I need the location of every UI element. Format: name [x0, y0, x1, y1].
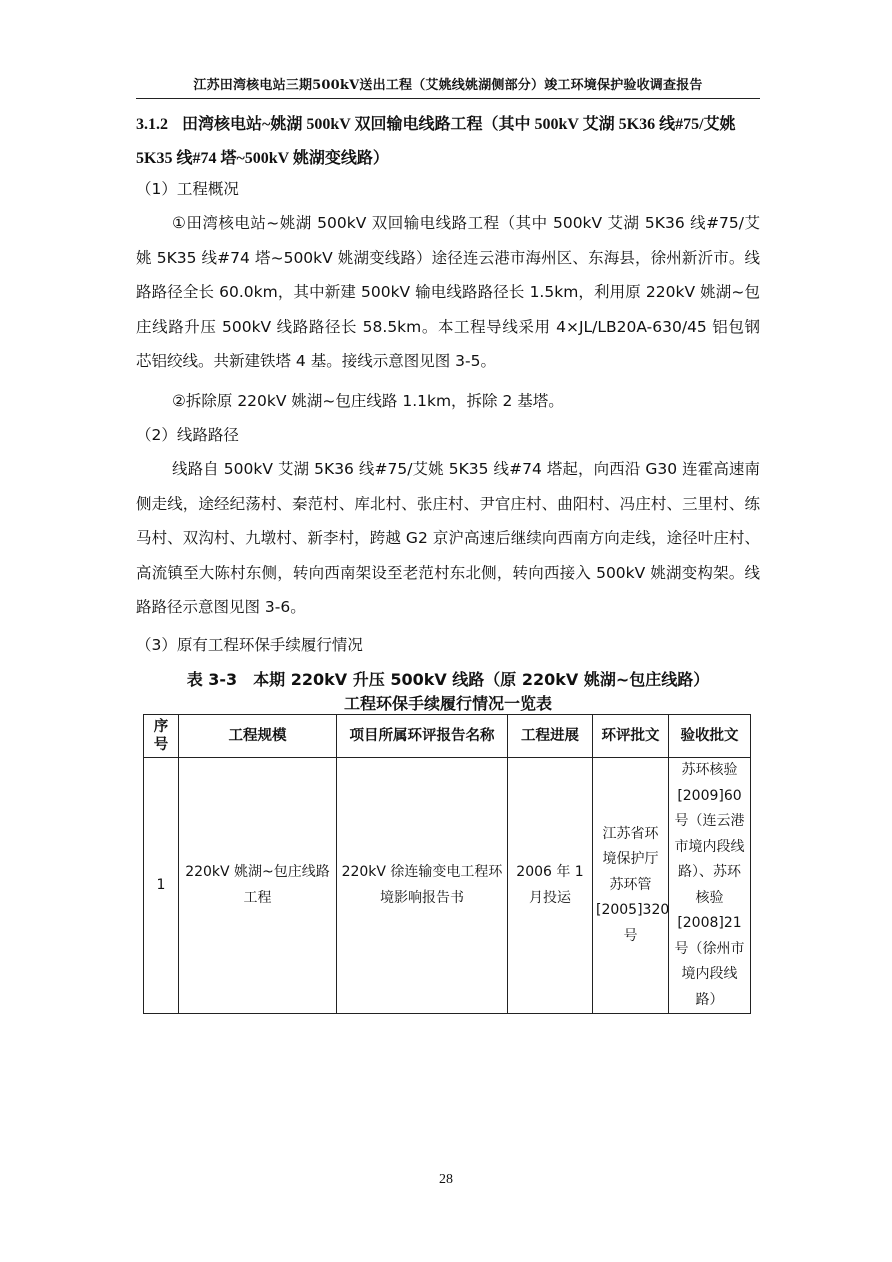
env-procedures-table	[143, 714, 751, 1014]
subsection-heading-overview: （1）工程概况	[136, 180, 239, 198]
cell-scale: 220kV 姚湖~包庄线路工程	[179, 758, 337, 1014]
paragraph-overview-2: ②拆除原 220kV 姚湖~包庄线路 1.1km，拆除 2 基塔。	[172, 392, 564, 410]
header-acceptance: 验收批文	[669, 715, 751, 758]
table-caption-line2: 工程环保手续履行情况一览表	[343, 694, 552, 713]
subsection-heading-route: （2）线路路径	[136, 426, 239, 444]
header-eia: 环评批文	[593, 715, 669, 758]
header-rule	[136, 98, 760, 99]
table-caption-line1: 表 3-3 本期 220kV 升压 500kV 线路（原 220kV 姚湖~包庄线路）	[186, 670, 710, 689]
header-progress: 工程进展	[508, 715, 593, 758]
page-number: 28	[439, 1172, 453, 1187]
page-header: 江苏田湾核电站三期500kV送出工程（艾姚线姚湖侧部分）竣工环境保护验收调查报告	[193, 78, 703, 93]
cell-acceptance: 苏环核验[2009]60 号（连云港市境内段线路）、苏环核验[2008]21 号（徐州市境内段线路）	[669, 758, 751, 1014]
cell-progress: 2006 年 1 月投运	[508, 758, 593, 1014]
header-seq: 序号	[144, 715, 179, 758]
table-header-row	[144, 715, 751, 758]
table-row	[144, 758, 751, 1014]
header-report: 项目所属环评报告名称	[337, 715, 508, 758]
header-scale: 工程规模	[179, 715, 337, 758]
paragraph-route: 线路自 500kV 艾湖 5K36 线#75/艾姚 5K35 线#74 塔起，向西沿 G30 连霍高速南侧走线，途经纪荡村、秦范村、库北村、张庄村、尹官庄村、曲阳村、冯庄村、三里村、练马村、双沟村、九墩村、新李村，跨越 G2 京沪高速后继续向西南方向走线，途径叶庄村、高流镇至大陈村东侧，转向西南架设至老范村东北侧，转向西接入 500kV 姚湖变构架。线路路径示意图见图 3-6。	[136, 460, 760, 616]
subsection-heading-env: （3）原有工程环保手续履行情况	[136, 636, 363, 654]
cell-seq: 1	[144, 758, 179, 1014]
section-number: 3.1.2	[136, 116, 168, 133]
cell-eia: 江苏省环境保护厅苏环管[2005]320号	[593, 758, 669, 1014]
paragraph-overview-1: ①田湾核电站~姚湖 500kV 双回输电线路工程（其中 500kV 艾湖 5K36 线#75/艾姚 5K35 线#74 塔~500kV 姚湖变线路）途径连云港市海州区、东海县，徐州新沂市。线路路径全长 60.0km，其中新建 500kV 输电线路路径长 1.5km，利用原 220kV 姚湖~包庄线路升压 500kV 线路路径长 58.5km。本工程导线采用 4×JL/LB20A-630/45 铝包钢芯铝绞线。共新建铁塔 4 基。接线示意图见图 3-5。	[136, 214, 760, 370]
section-title	[136, 108, 760, 176]
section-title-text: 田湾核电站~姚湖 500kV 双回输电线路工程（其中 500kV 艾湖 5K36 线#75/艾姚 5K35 线#74 塔~500kV 姚湖变线路）	[136, 116, 736, 167]
cell-report: 220kV 徐连输变电工程环境影响报告书	[337, 758, 508, 1014]
